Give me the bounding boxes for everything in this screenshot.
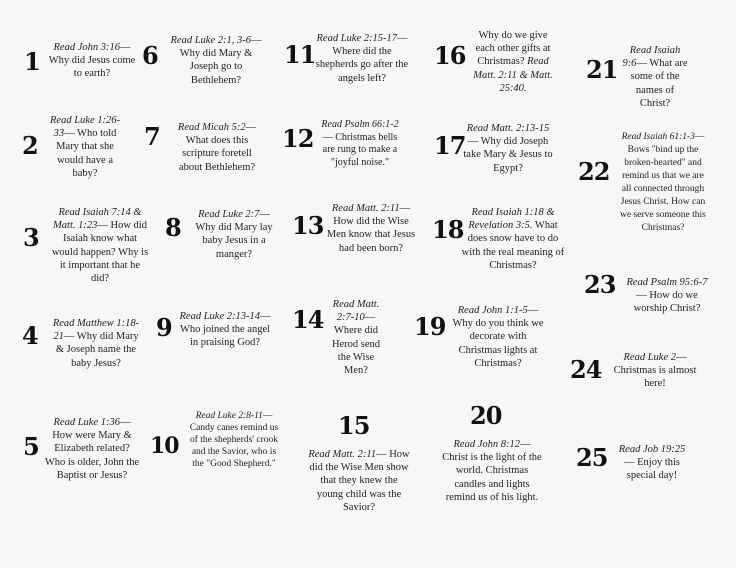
day-text-24: Read Luke 2— Christmas is almost here!: [613, 352, 697, 390]
day-text-16: Why do we give each other gifts at Christmas? Read Matt. 2:11 & Matt. 25:40.: [473, 30, 553, 94]
day-text-17: Read Matt. 2:13-15— Why did Joseph take Mary & Jesus to Egypt?: [463, 123, 553, 174]
day-text-25: Read Job 19:25— Enjoy this special day!: [618, 444, 686, 482]
day-text-2: Read Luke 1:26-33— Who told Mary that she would have a baby?: [50, 115, 120, 179]
day-text-13: Read Matt. 2:11— How did the Wise Men know that Jesus had been born?: [326, 203, 416, 254]
day-text-11: Read Luke 2:15-17— Where did the shepherds go after the angels left?: [315, 33, 409, 84]
day-number-8: 8: [165, 213, 181, 242]
day-text-1: Read John 3:16— Why did Jesus come to earth?: [48, 42, 136, 80]
day-text-18: Read Isaiah 1:18 & Revelation 3:5. What does snow have to do with the real meaning of Christmas?: [461, 207, 565, 271]
day-number-13: 13: [292, 211, 324, 240]
day-number-23: 23: [584, 270, 616, 299]
day-text-15: Read Matt. 2:11— How did the Wise Men show that they knew the young child was the Savior?: [308, 449, 410, 513]
day-number-22: 22: [578, 157, 610, 186]
day-text-3: Read Isaiah 7:14 & Matt. 1:23— How did Isaiah know what would happen? Why is it important that he did?: [51, 207, 149, 285]
day-number-19: 19: [414, 312, 446, 341]
day-number-6: 6: [142, 41, 158, 70]
day-number-17: 17: [434, 131, 466, 160]
day-text-10: Read Luke 2:8-11— Candy canes remind us of the shepherds' crook and the Savior, who is the "Good Shepherd.": [189, 411, 279, 469]
day-text-9: Read Luke 2:13-14— Who joined the angel in praising God?: [179, 311, 271, 349]
day-text-23: Read Psalm 95:6-7— How do we worship Christ?: [626, 277, 708, 315]
day-text-5: Read Luke 1:36— How were Mary & Elizabeth related? Who is older, John the Baptist or Jesus?: [44, 417, 140, 481]
day-number-4: 4: [22, 321, 38, 350]
day-text-19: Read John 1:1-5— Why do you think we decorate with Christmas lights at Christmas?: [452, 305, 544, 369]
day-text-6: Read Luke 2:1, 3-6— Why did Mary & Joseph go to Bethlehem?: [170, 35, 262, 86]
day-number-9: 9: [156, 313, 172, 342]
day-text-12: Read Psalm 66:1-2— Christmas bells are rung to make a "joyful noise.": [321, 119, 399, 168]
day-number-15: 15: [338, 411, 370, 440]
day-text-22: Read Isaiah 61:1-3— Bows "bind up the broken-hearted" and remind us that we are all connected through Jesus Christ. How can we serve someone this Christmas?: [620, 132, 706, 233]
day-number-14: 14: [292, 305, 324, 334]
day-number-12: 12: [282, 124, 314, 153]
day-text-4: Read Matthew 1:18-21— Why did Mary & Joseph name the baby Jesus?: [52, 318, 140, 369]
day-text-20: Read John 8:12— Christ is the light of the world. Christmas candles and lights remind us of his light.: [442, 439, 542, 503]
day-number-20: 20: [470, 401, 502, 430]
day-number-10: 10: [150, 433, 179, 459]
day-number-18: 18: [432, 215, 464, 244]
day-number-11: 11: [284, 40, 316, 69]
day-number-5: 5: [23, 432, 39, 461]
day-number-2: 2: [22, 131, 38, 160]
day-number-25: 25: [576, 443, 608, 472]
day-number-16: 16: [434, 41, 466, 70]
day-number-1: 1: [24, 47, 40, 76]
day-text-21: Read Isaiah 9:6— What are some of the names of Christ?: [622, 45, 688, 109]
day-number-21: 21: [586, 55, 618, 84]
day-text-8: Read Luke 2:7— Why did Mary lay baby Jesus in a manger?: [195, 209, 273, 260]
day-text-7: Read Micah 5:2— What does this scripture foretell about Bethlehem?: [177, 122, 257, 173]
day-number-24: 24: [570, 355, 602, 384]
day-number-7: 7: [144, 122, 160, 151]
day-text-14: Read Matt. 2:7-10— Where did Herod send the Wise Men?: [331, 299, 381, 377]
day-number-3: 3: [23, 223, 39, 252]
